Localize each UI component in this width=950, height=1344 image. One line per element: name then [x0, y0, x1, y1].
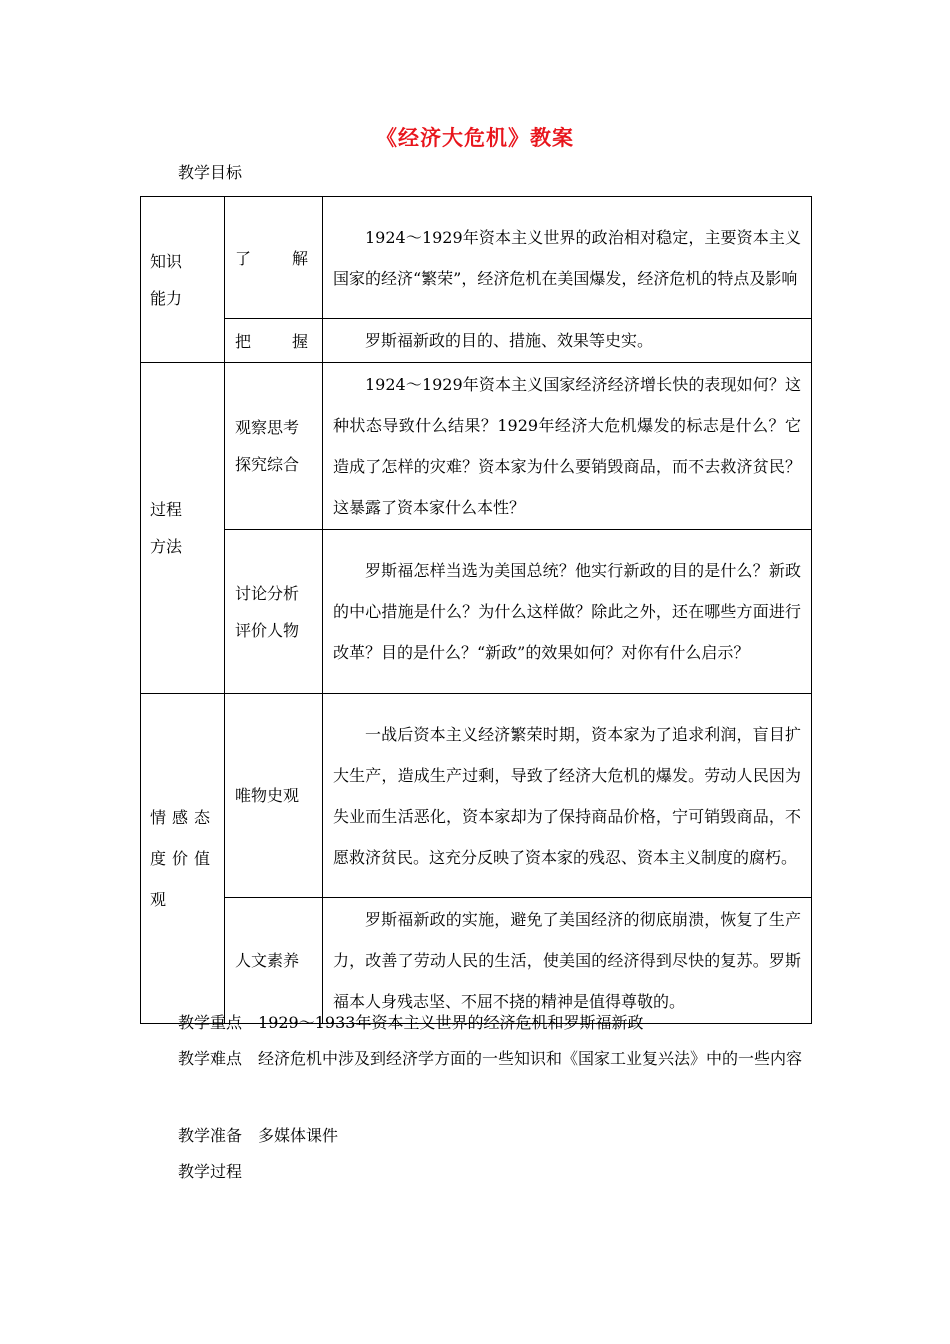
- process-label: 教学过程: [178, 1162, 243, 1181]
- discuss-text: 罗斯福怎样当选为美国总统？他实行新政的目的是什么？新政的中心措施是什么？为什么这样做？除此之外，还在哪些方面进行改革？目的是什么？“新政”的效果如何？对你有什么启示？: [323, 530, 812, 694]
- humanities-text: 罗斯福新政的实施，避免了美国经济的彻底崩溃，恢复了生产力，改善了劳动人民的生活，使美国的经济得到尽快的复苏。罗斯福本人身残志坚、不屈不挠的精神是值得尊敬的。: [323, 898, 812, 1024]
- materialism-label: 唯物史观: [225, 694, 323, 898]
- observe-text: 1924～1929年资本主义国家经济经济增长快的表现如何？这种状态导致什么结果？1929年经济大危机爆发的标志是什么？它造成了怎样的灾难？资本家为什么要销毁商品，而不去救济贫民？这暴露了资本家什么本性？: [323, 363, 812, 530]
- objectives-table: [140, 196, 812, 1024]
- materialism-text: 一战后资本主义经济繁荣时期，资本家为了追求利润，盲目扩大生产，造成生产过剩，导致了经济大危机的爆发。劳动人民因为失业而生活恶化，资本家却为了保持商品价格，宁可销毁商品，不愿救济贫民。这充分反映了资本家的残忍、资本主义制度的腐朽。: [323, 694, 812, 898]
- objectives-label: 教学目标: [178, 163, 243, 182]
- difficulty-row: [144, 1038, 814, 1079]
- observe-label: 观察思考 探究综合: [225, 363, 323, 530]
- emotion-category: 情感态 度价值 观: [141, 694, 225, 1024]
- difficulty-text: 经济危机中涉及到经济学方面的一些知识和《国家工业复兴法》中的一些内容: [258, 1049, 803, 1068]
- understand-text: 1924～1929年资本主义世界的政治相对稳定，主要资本主义国家的经济“繁荣”，经济危机在美国爆发，经济危机的特点及影响: [323, 197, 812, 319]
- preparation-text: 多媒体课件: [258, 1126, 339, 1145]
- grasp-text: 罗斯福新政的目的、措施、效果等史实。: [323, 319, 812, 363]
- page-title: 《经济大危机》教案: [376, 125, 574, 150]
- knowledge-category: 知识 能力: [141, 197, 225, 363]
- humanities-label: 人文素养: [225, 898, 323, 1024]
- understand-label: 了 解: [225, 197, 323, 319]
- process-category: 过程 方法: [141, 363, 225, 694]
- difficulty-label: 教学难点: [178, 1049, 243, 1068]
- key-point-text: 1929～1933年资本主义世界的经济危机和罗斯福新政: [258, 1013, 644, 1032]
- preparation-label: 教学准备: [178, 1126, 243, 1145]
- key-point-row: [178, 1011, 643, 1035]
- grasp-label: 把 握: [225, 319, 323, 363]
- discuss-label: 讨论分析 评价人物: [225, 530, 323, 694]
- key-point-label: 教学重点: [178, 1013, 243, 1032]
- preparation-row: [178, 1124, 338, 1148]
